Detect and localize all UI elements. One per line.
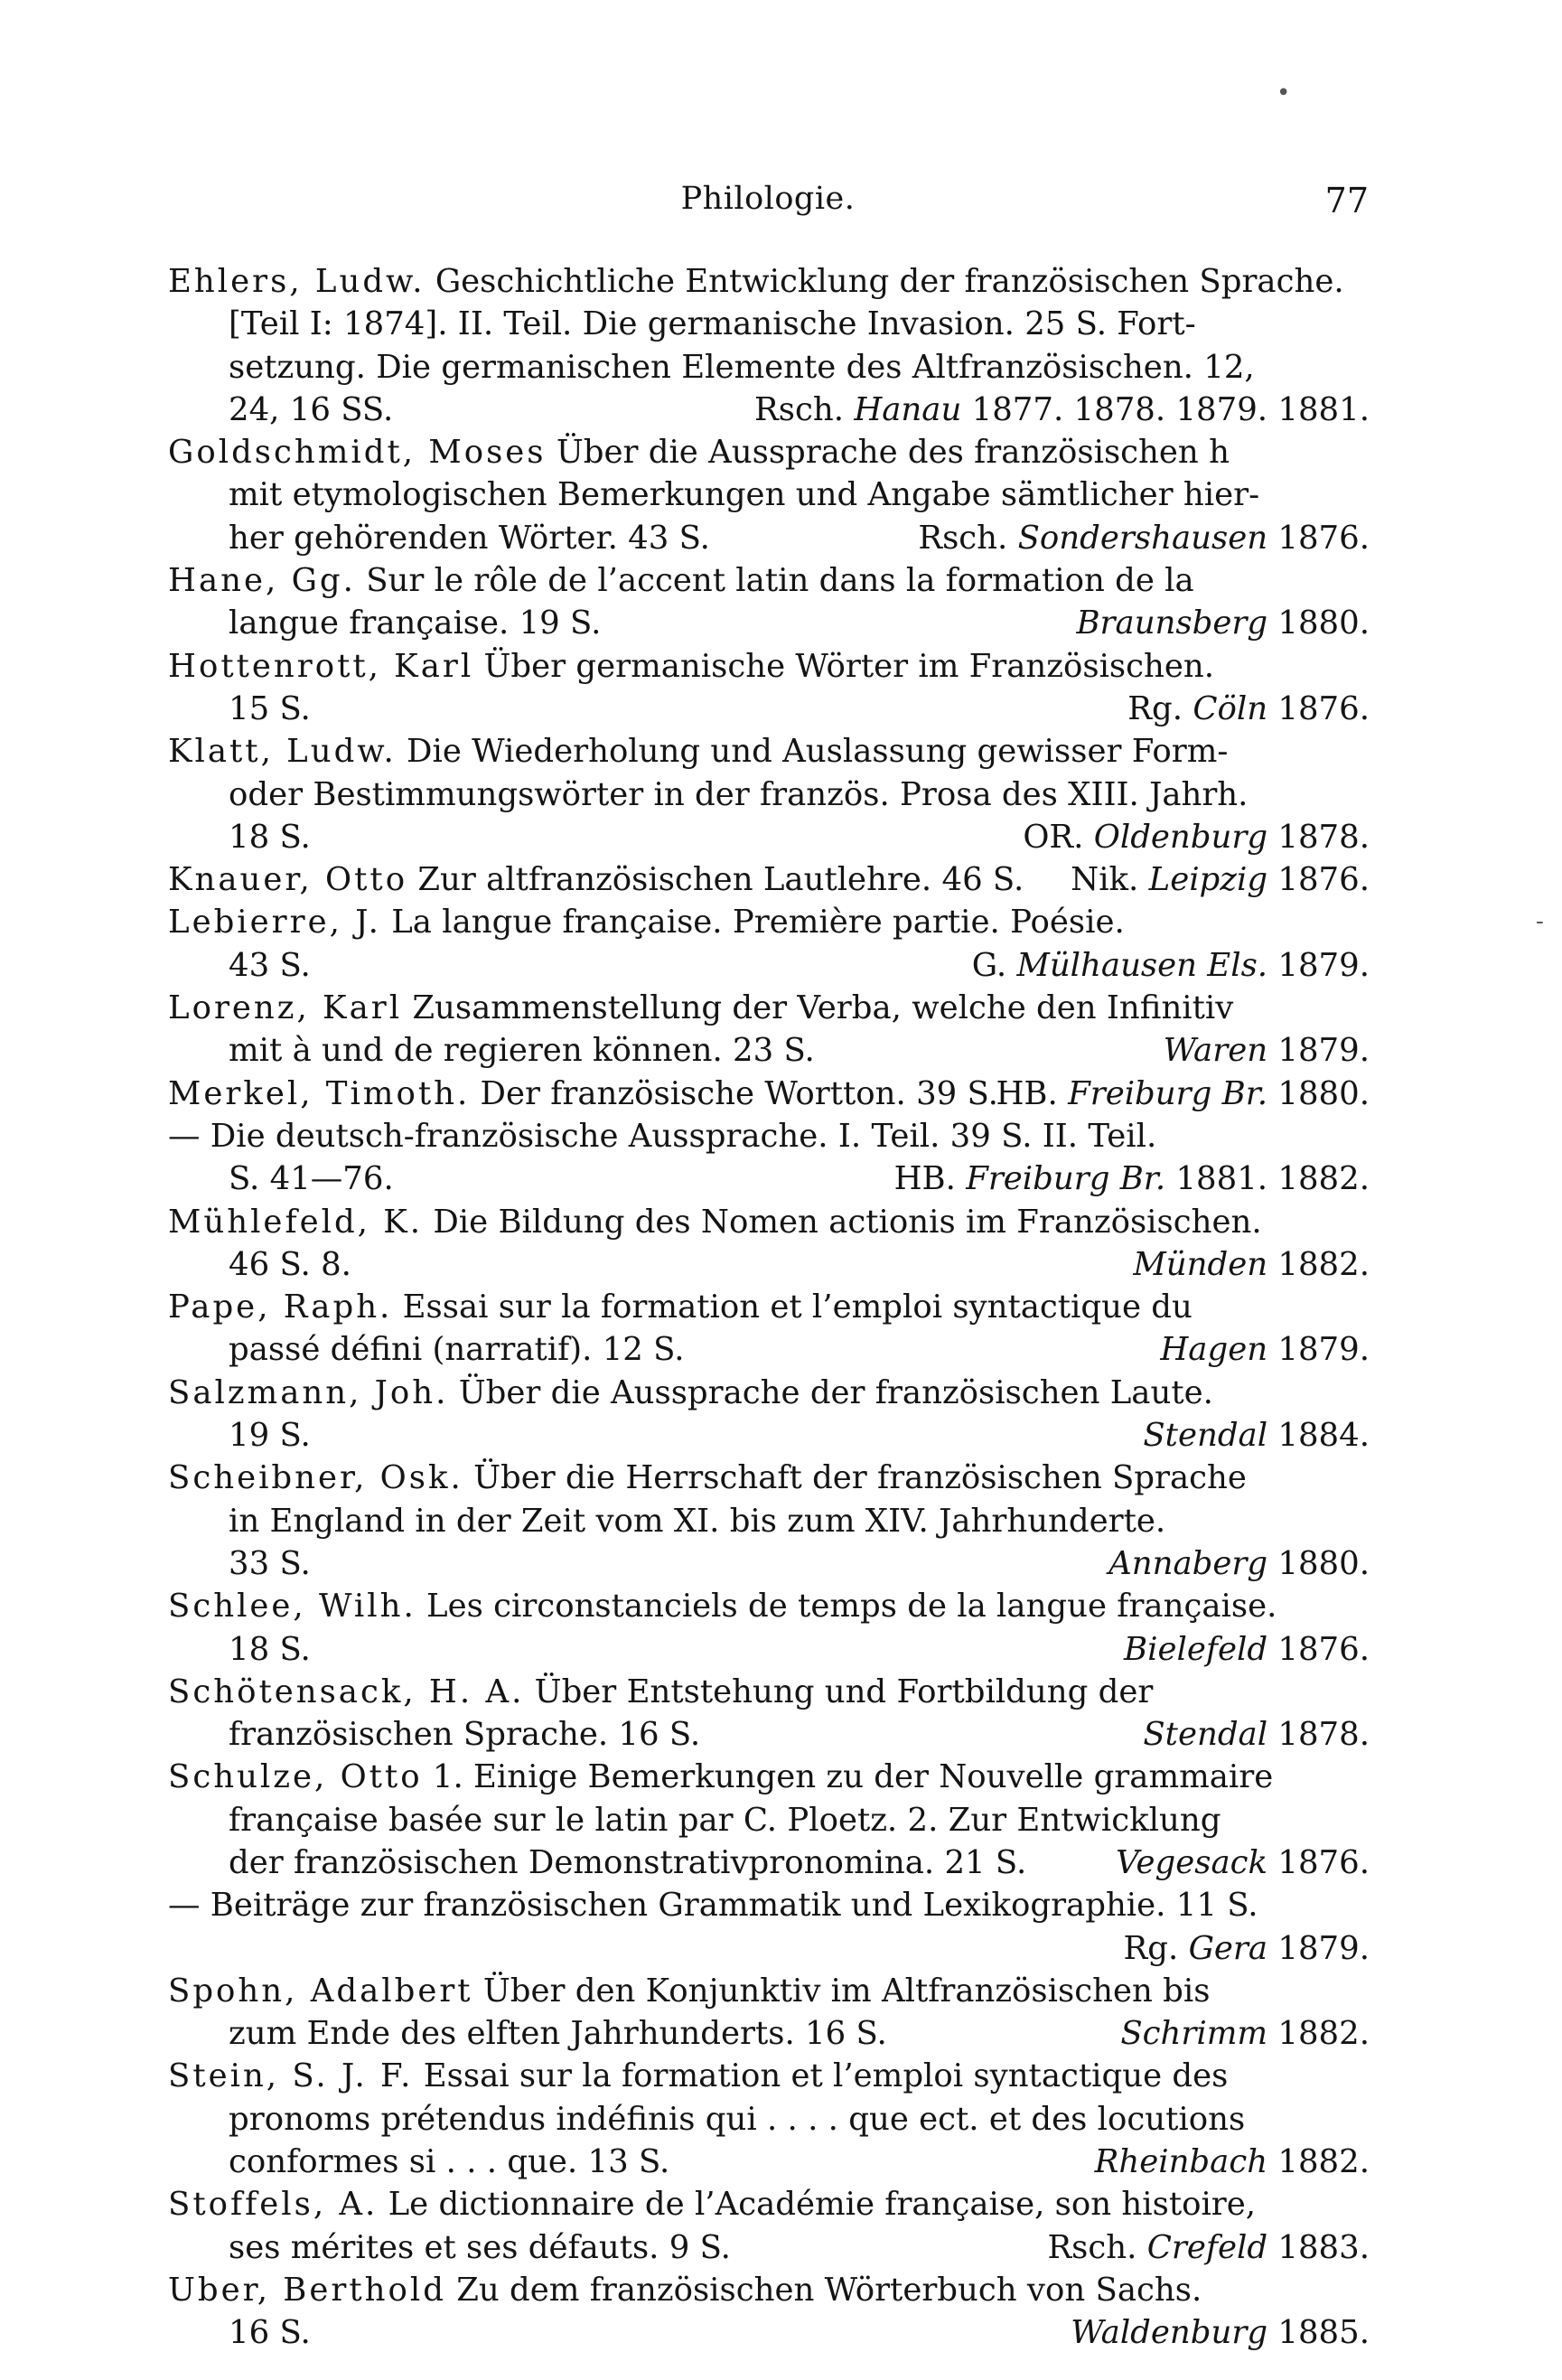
- entry-imprint: [1133, 1243, 1370, 1286]
- entry-year: 1876.: [1277, 689, 1370, 727]
- entry-continuation-line: [168, 1713, 1370, 1756]
- entry-continuation-line: [168, 1927, 1370, 1970]
- entry-text: 19 S.: [229, 1417, 311, 1455]
- entry-imprint: [1108, 1542, 1370, 1585]
- entry-line: [168, 858, 1370, 901]
- entry-text: Über die Herrschaft der französischen Sprache: [463, 1459, 1247, 1497]
- entry-author: Stein, S. J. F.: [168, 2057, 414, 2095]
- entry-place: Gera: [1188, 1929, 1278, 1967]
- entry-line: [168, 645, 1370, 688]
- entry-text: 16 S.: [229, 2314, 311, 2352]
- entry-author: Mühlefeld, K.: [168, 1203, 424, 1241]
- entry-continuation-line: [168, 1841, 1370, 1884]
- speck-mark: -: [1536, 908, 1544, 935]
- entry-place: Münden: [1133, 1245, 1278, 1283]
- entry-imprint: [1143, 1414, 1370, 1457]
- entry-continuation-line: [168, 1328, 1370, 1371]
- page-number: 77: [1324, 181, 1369, 220]
- entry-place: Stendal: [1143, 1417, 1278, 1455]
- entry-imprint: [1124, 1927, 1370, 1970]
- entry-text: pronoms prétendus indéfinis qui . . . . que ect. et des locutions: [229, 2100, 1246, 2138]
- entry-place: Annaberg: [1108, 1544, 1278, 1582]
- entry-place: Hagen: [1160, 1331, 1278, 1369]
- entry-imprint: [754, 389, 1370, 431]
- entry-author: Hane, Gg.: [168, 562, 356, 600]
- entry-line: [168, 1457, 1370, 1499]
- entry-continuation-line: [168, 1500, 1370, 1542]
- entry-text: S. 41—76.: [229, 1160, 394, 1198]
- entry-imprint: [1047, 2226, 1370, 2269]
- entry-school-type: Rsch.: [1047, 2228, 1147, 2266]
- entry-line: [168, 1671, 1370, 1713]
- entry-text: conformes si . . . que. 13 S.: [229, 2143, 670, 2181]
- entry-text: Essai sur la formation et l’emploi syntactique des: [413, 2057, 1229, 2095]
- entry-author: Spohn, Adalbert: [168, 1972, 473, 2010]
- entry-year: 1880.: [1277, 1074, 1370, 1112]
- entry-imprint: [1124, 1628, 1370, 1671]
- entry-year: 1878.: [1277, 818, 1370, 856]
- entry-line: [168, 1756, 1370, 1798]
- entry-school-type: Rsch.: [918, 519, 1018, 557]
- entry-imprint: [1120, 2012, 1370, 2055]
- entry-line: [168, 1115, 1370, 1157]
- entry-text: Sur le rôle de l’accent latin dans la formation de la: [355, 562, 1194, 600]
- entry-continuation-line: [168, 2141, 1370, 2183]
- entry-author: Lorenz, Karl: [168, 989, 403, 1027]
- entry-year: 1878.: [1277, 1716, 1370, 1754]
- entry-author: Pape, Raph.: [168, 1288, 393, 1326]
- entry-text: mit etymologischen Bemerkungen und Angabe sämtlicher hier-: [229, 476, 1260, 514]
- entry-text: 15 S.: [229, 689, 311, 727]
- entry-imprint: [894, 1157, 1370, 1200]
- entry-text: 43 S.: [229, 946, 311, 984]
- entry-place: Vegesack: [1116, 1843, 1278, 1881]
- entry-imprint: [918, 517, 1370, 559]
- entry-place: Freiburg Br.: [966, 1160, 1176, 1198]
- entry-text: 33 S.: [229, 1544, 311, 1582]
- entry-school-type: Rsch.: [754, 390, 855, 428]
- entry-imprint: [1116, 1841, 1370, 1884]
- entry-text: 46 S. 8.: [229, 1245, 351, 1283]
- entry-author: Klatt, Ludw.: [168, 733, 397, 771]
- entry-line: [168, 1286, 1370, 1328]
- entry-text: Der französische Wortton. 39 S.: [470, 1074, 998, 1112]
- entry-year: 1880.: [1277, 604, 1370, 642]
- entry-text: — Beiträge zur französischen Grammatik und Lexikographie. 11 S.: [168, 1887, 1258, 1925]
- entry-imprint: [1127, 688, 1370, 730]
- entry-line: [168, 1073, 1370, 1115]
- entry-text: zum Ende des elften Jahrhunderts. 16 S.: [229, 2015, 887, 2053]
- entry-text: Geschichtliche Entwicklung der französischen Sprache.: [425, 263, 1344, 300]
- entry-year: 1882.: [1277, 2143, 1370, 2181]
- entry-continuation-line: [168, 2311, 1370, 2354]
- entry-continuation-line: [168, 1414, 1370, 1457]
- entry-text: mit à und de regieren können. 23 S.: [229, 1032, 815, 1070]
- entry-author: Lebierre, J.: [168, 904, 381, 942]
- entry-continuation-line: [168, 1799, 1370, 1841]
- page-header: [167, 181, 1369, 235]
- entry-text: 18 S.: [229, 1630, 311, 1668]
- entry-author: Stoffels, A.: [168, 2186, 379, 2224]
- entry-school-type: Rg.: [1123, 1929, 1189, 1967]
- entry-continuation-line: [168, 2012, 1370, 2055]
- entry-year: 1880.: [1277, 1544, 1370, 1582]
- entry-continuation-line: [168, 1157, 1370, 1200]
- entry-year: 1883.: [1277, 2228, 1370, 2266]
- entry-continuation-line: [168, 688, 1370, 730]
- entry-year: 1877. 1878. 1879. 1881.: [971, 390, 1370, 428]
- entry-text: ses mérites et ses défauts. 9 S.: [229, 2228, 731, 2266]
- entry-continuation-line: [168, 389, 1370, 431]
- entry-text: der französischen Demonstrativpronomina. 21 S.: [229, 1843, 1027, 1881]
- entry-year: 1882.: [1277, 2015, 1370, 2053]
- entry-text: Zusammenstellung der Verba, welche den Infinitiv: [402, 989, 1234, 1027]
- bibliography-entries: [168, 260, 1370, 2355]
- entry-text: Über die Aussprache der französischen Laute.: [448, 1373, 1213, 1411]
- entry-text: Über die Aussprache des französischen h: [546, 434, 1230, 472]
- entry-line: [168, 730, 1370, 773]
- entry-line: [168, 1201, 1370, 1243]
- entry-text: française basée sur le latin par C. Ploetz. 2. Zur Entwicklung: [229, 1801, 1221, 1839]
- entry-line: [168, 1372, 1370, 1414]
- entry-place: Cöln: [1193, 689, 1278, 727]
- entry-continuation-line: [168, 473, 1370, 516]
- entry-text: [Teil I: 1874]. II. Teil. Die germanische Invasion. 25 S. Fort-: [229, 305, 1196, 343]
- entry-text: Die Bildung des Nomen actionis im Französischen.: [423, 1203, 1262, 1241]
- entry-school-type: Rg.: [1127, 689, 1193, 727]
- entry-text: — Die deutsch-französische Aussprache. I. Teil. 39 S. II. Teil.: [168, 1117, 1157, 1155]
- entry-text: oder Bestimmungswörter in der französ. Prosa des XIII. Jahrh.: [229, 775, 1249, 813]
- entry-author: Scheibner, Osk.: [168, 1459, 463, 1497]
- entry-year: 1876.: [1277, 861, 1370, 899]
- entry-author: Merkel, Timoth.: [168, 1074, 471, 1112]
- entry-author: Goldschmidt, Moses: [168, 434, 547, 472]
- entry-text: 18 S.: [229, 818, 311, 856]
- entry-place: Hanau: [854, 390, 972, 428]
- entry-continuation-line: [168, 346, 1370, 389]
- entry-text: La langue française. Première partie. Poésie.: [380, 904, 1125, 942]
- entry-place: Braunsberg: [1076, 604, 1278, 642]
- entry-line: [168, 1970, 1370, 2012]
- entry-year: 1876.: [1277, 519, 1370, 557]
- entry-year: 1876.: [1277, 1843, 1370, 1881]
- entry-continuation-line: [168, 2226, 1370, 2269]
- entry-text: Über Entstehung und Fortbildung der: [524, 1673, 1154, 1710]
- entry-line: [168, 2183, 1370, 2225]
- entry-text: in England in der Zeit vom XI. bis zum XIV. Jahrhunderte.: [229, 1502, 1166, 1540]
- entry-year: 1879.: [1277, 1032, 1370, 1070]
- entry-line: [168, 431, 1370, 473]
- entry-year: 1879.: [1277, 1331, 1370, 1369]
- entry-line: [168, 260, 1370, 303]
- entry-text: französischen Sprache. 16 S.: [229, 1716, 701, 1754]
- entry-place: Sondershausen: [1017, 519, 1278, 557]
- entry-line: [168, 901, 1370, 943]
- entry-line: [168, 1585, 1370, 1627]
- entry-continuation-line: [168, 944, 1370, 987]
- entry-school-type: HB.: [996, 1074, 1069, 1112]
- entry-imprint: [1160, 1328, 1370, 1371]
- entry-line: [168, 987, 1370, 1029]
- entry-text: langue française. 19 S.: [229, 604, 602, 642]
- entry-author: Hottenrott, Karl: [168, 647, 474, 685]
- entry-continuation-line: [168, 1029, 1370, 1072]
- entry-imprint: [1164, 1029, 1370, 1072]
- entry-line: [168, 1884, 1370, 1926]
- entry-year: 1879.: [1277, 1929, 1370, 1967]
- entry-text: Über germanische Wörter im Französischen.: [473, 647, 1215, 685]
- entry-text: Zur altfranzösischen Lautlehre. 46 S.: [407, 861, 1024, 899]
- entry-place: Mülhausen Els.: [1016, 946, 1278, 984]
- entry-line: [168, 2269, 1370, 2311]
- entry-imprint: [1071, 858, 1370, 901]
- entry-text: Über den Konjunktiv im Altfranzösischen bis: [472, 1972, 1211, 2010]
- entry-line: [168, 559, 1370, 602]
- entry-author: Ehlers, Ludw.: [168, 263, 426, 300]
- entry-continuation-line: [168, 816, 1370, 858]
- entry-text: Les circonstanciels de temps de la langue française.: [416, 1588, 1277, 1626]
- entry-continuation-line: [168, 1542, 1370, 1585]
- entry-imprint: [1095, 2141, 1370, 2183]
- entry-continuation-line: [168, 602, 1370, 644]
- entry-school-type: OR.: [1023, 818, 1094, 856]
- entry-text: her gehörenden Wörter. 43 S.: [229, 519, 710, 557]
- entry-author: Salzmann, Joh.: [168, 1373, 449, 1411]
- entry-year: 1885.: [1277, 2314, 1370, 2352]
- entry-imprint: [1143, 1713, 1370, 1756]
- entry-imprint: [1071, 2311, 1370, 2354]
- entry-continuation-line: [168, 1628, 1370, 1671]
- entry-place: Stendal: [1143, 1716, 1278, 1754]
- entry-continuation-line: [168, 2098, 1370, 2141]
- entry-school-type: Nik.: [1071, 861, 1149, 899]
- entry-year: 1882.: [1277, 1245, 1370, 1283]
- speck-mark: •: [1277, 80, 1291, 107]
- entry-author: Schötensack, H. A.: [168, 1673, 525, 1710]
- entry-text: 1. Einige Bemerkungen zu der Nouvelle grammaire: [422, 1758, 1274, 1796]
- running-title: Philologie.: [680, 181, 856, 217]
- entry-text: Die Wiederholung und Auslassung gewisser Form-: [396, 733, 1229, 771]
- entry-line: [168, 2055, 1370, 2097]
- entry-author: Schulze, Otto: [168, 1758, 423, 1796]
- entry-text: passé défini (narratif). 12 S.: [229, 1331, 685, 1369]
- entry-text: Le dictionnaire de l’Académie française, son histoire,: [378, 2186, 1257, 2224]
- entry-text: 24, 16 SS.: [229, 390, 394, 428]
- entry-imprint: [1076, 602, 1370, 644]
- entry-imprint: [972, 944, 1370, 987]
- entry-year: 1879.: [1277, 946, 1370, 984]
- entry-place: Freiburg Br.: [1068, 1074, 1278, 1112]
- entry-place: Bielefeld: [1124, 1630, 1278, 1668]
- entry-author: Uber, Berthold: [168, 2271, 446, 2309]
- entry-text: Essai sur la formation et l’emploi syntactique du: [392, 1288, 1193, 1326]
- entry-place: Crefeld: [1146, 2228, 1278, 2266]
- entry-year: 1884.: [1277, 1417, 1370, 1455]
- entry-place: Oldenburg: [1093, 818, 1278, 856]
- entry-place: Waldenburg: [1071, 2314, 1278, 2352]
- entry-continuation-line: [168, 517, 1370, 559]
- entry-school-type: G.: [971, 946, 1017, 984]
- entry-place: Waren: [1163, 1032, 1278, 1070]
- entry-place: Schrimm: [1120, 2015, 1278, 2053]
- entry-school-type: HB.: [893, 1160, 967, 1198]
- entry-text: Zu dem französischen Wörterbuch von Sachs.: [445, 2271, 1202, 2309]
- entry-author: Schlee, Wilh.: [168, 1588, 416, 1626]
- entry-imprint: [996, 1073, 1370, 1115]
- entry-continuation-line: [168, 773, 1370, 816]
- entry-year: 1876.: [1277, 1630, 1370, 1668]
- entry-author: Knauer, Otto: [168, 861, 408, 899]
- entry-text: setzung. Die germanischen Elemente des Altfranzösischen. 12,: [229, 348, 1255, 386]
- entry-place: Rheinbach: [1094, 2143, 1278, 2181]
- entry-continuation-line: [168, 1243, 1370, 1286]
- entry-year: 1881. 1882.: [1175, 1160, 1370, 1198]
- entry-place: Leipzig: [1148, 861, 1278, 899]
- entry-continuation-line: [168, 303, 1370, 345]
- entry-imprint: [1023, 816, 1370, 858]
